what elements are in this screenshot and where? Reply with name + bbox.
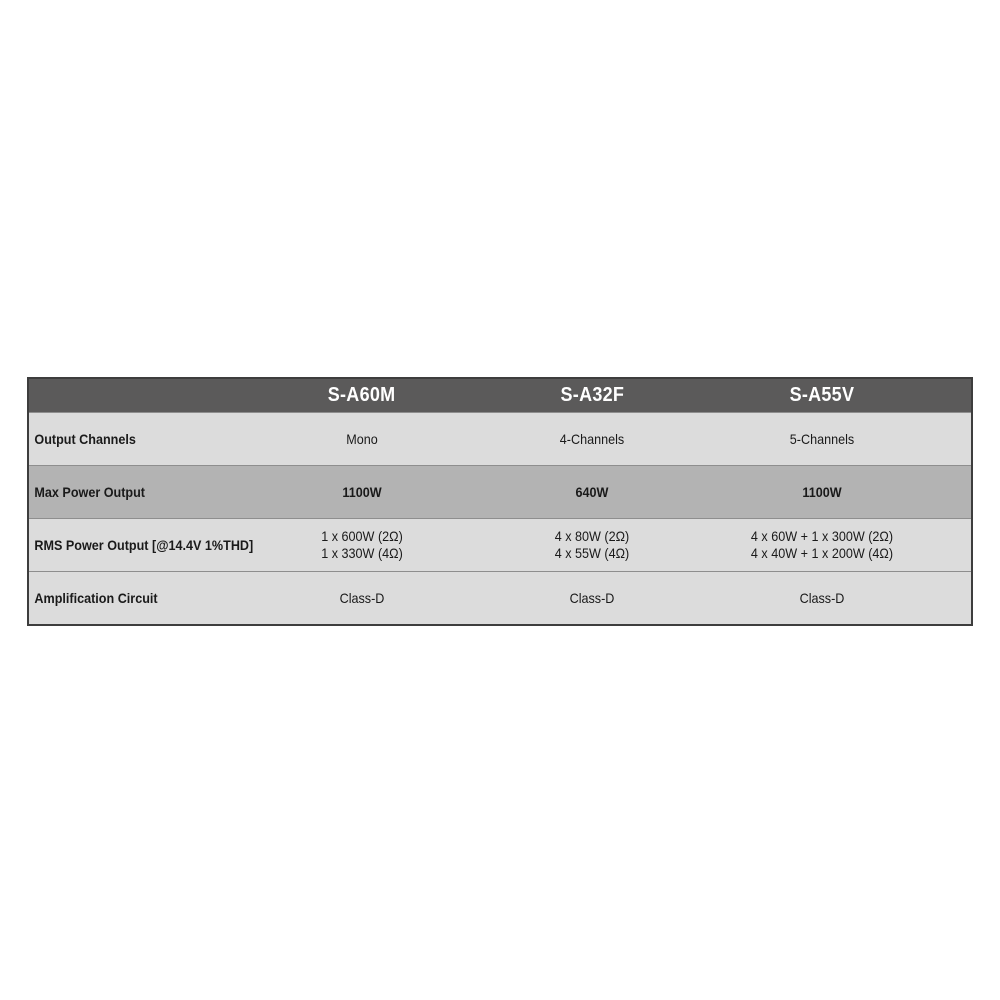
table-cell: Mono (346, 430, 378, 447)
table-cell: 1 x 600W (2Ω) 1 x 330W (4Ω) (321, 528, 403, 561)
table-cell: 4 x 60W + 1 x 300W (2Ω) 4 x 40W + 1 x 200W (4Ω) (750, 528, 894, 561)
table-cell: 4 x 80W (2Ω) 4 x 55W (4Ω) (554, 528, 630, 561)
model-header-3: S-A55V (789, 384, 855, 406)
table-cell: 1100W (342, 483, 382, 500)
table-cell: 5-Channels (789, 430, 855, 447)
table-cell: 640W (575, 483, 609, 500)
model-header-1: S-A60M (328, 384, 396, 406)
table-cell: Class-D (799, 589, 845, 606)
table-cell: 1100W (802, 483, 842, 500)
table-cell: 4-Channels (559, 430, 625, 447)
table-header-row (29, 379, 971, 412)
table-row-max-power (29, 465, 971, 518)
spec-comparison-table (27, 377, 973, 626)
table-row-output-channels (29, 412, 971, 465)
table-row-rms-power (29, 518, 971, 571)
table-row-amplification-circuit (29, 571, 971, 624)
row-label: RMS Power Output [@14.4V 1%THD] (34, 537, 254, 553)
model-header-2: S-A32F (560, 384, 624, 406)
table-cell: Class-D (339, 589, 385, 606)
row-label: Output Channels (34, 431, 136, 447)
row-label: Amplification Circuit (34, 590, 158, 606)
row-label: Max Power Output (34, 484, 146, 500)
table-cell: Class-D (569, 589, 615, 606)
